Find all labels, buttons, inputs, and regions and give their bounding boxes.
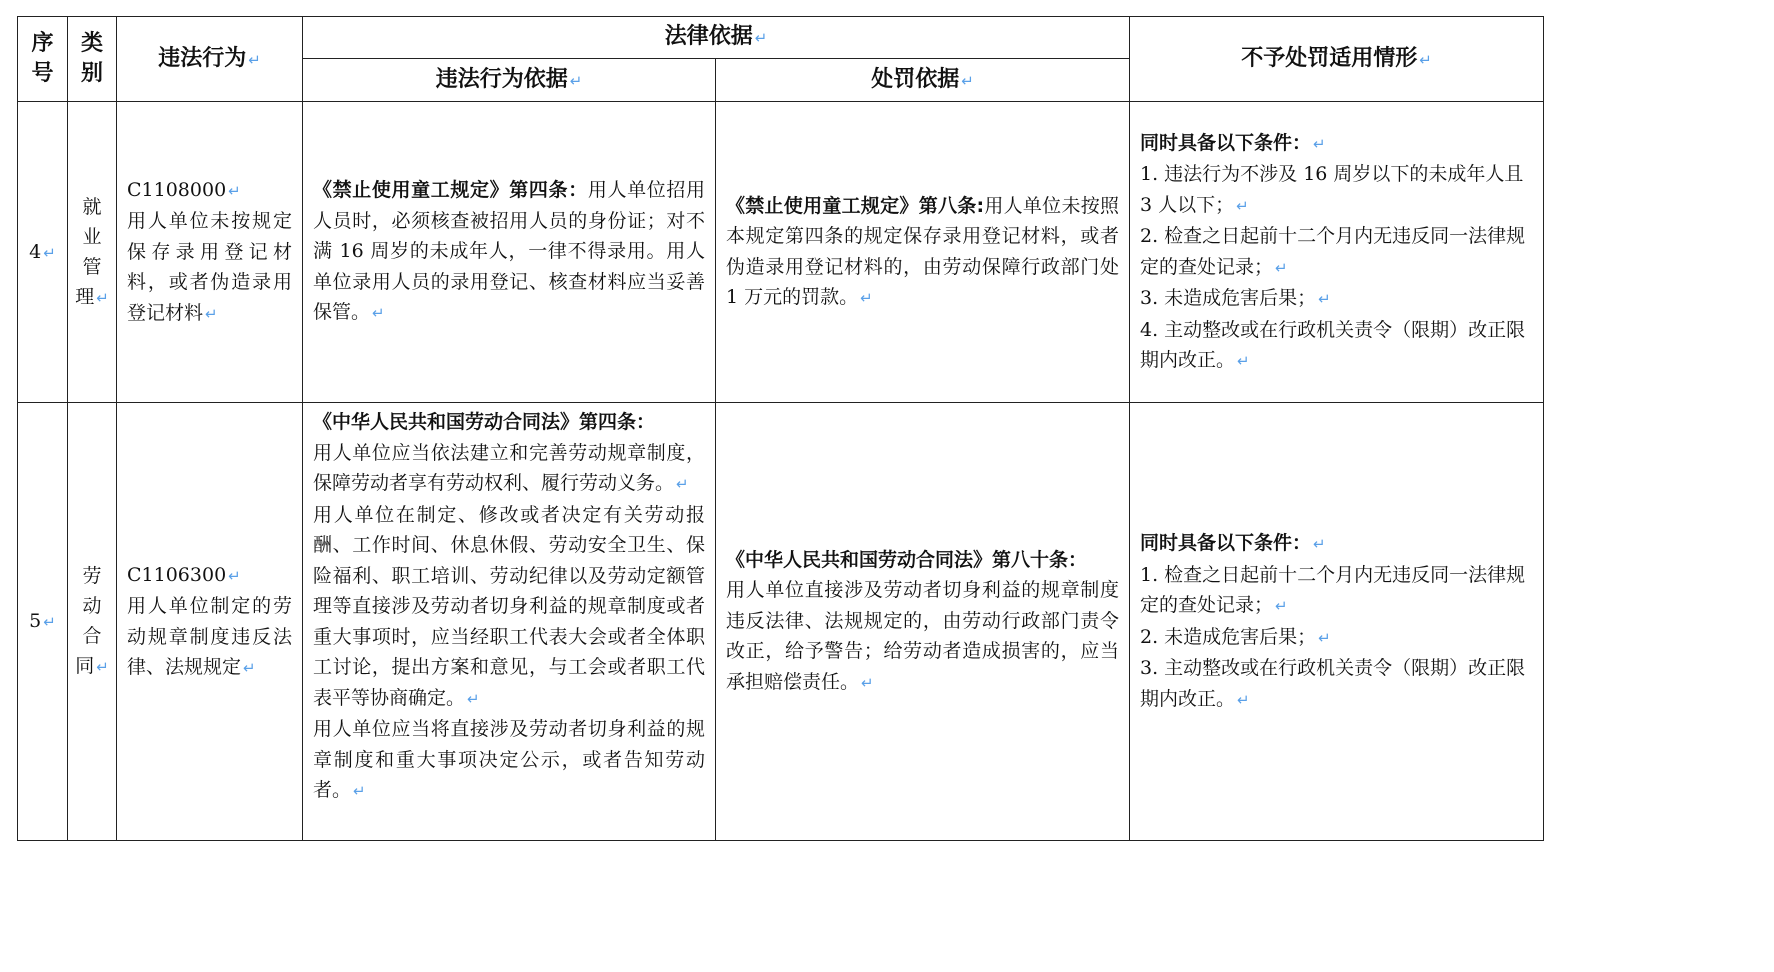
row-violation: [117, 403, 303, 841]
header-category-text: 类别: [80, 31, 103, 86]
header-violation-basis: [303, 59, 716, 102]
row-violation-basis: [303, 102, 716, 403]
violation-code: C1106300 ↵: [127, 563, 241, 586]
return-mark-icon: ↵: [467, 689, 480, 708]
row-seq-text: 5: [29, 610, 42, 632]
row-seq: [18, 102, 68, 403]
row-penalty-basis: [716, 102, 1130, 403]
header-no-penalty-text: 不予处罚适用情形: [1241, 45, 1418, 71]
violation-text: 用人单位未按规定保存录用登记材料，或者伪造录用登记材料: [127, 210, 292, 324]
return-mark-icon: ↵: [228, 566, 241, 585]
no-penalty-item: 3. 未造成危害后果； ↵: [1140, 287, 1331, 309]
header-legal-basis: [303, 17, 1130, 59]
category-char: 理 ↵: [75, 285, 109, 308]
row-violation-basis: [303, 403, 716, 841]
return-mark-icon: ↵: [372, 304, 385, 323]
violation-code: C1108000 ↵: [127, 178, 241, 201]
return-mark-icon: ↵: [1275, 597, 1288, 615]
header-penalty-basis: [716, 59, 1130, 102]
row-violation: [117, 102, 303, 403]
violation-basis-title: 《禁止使用童工规定》第四条：: [313, 179, 588, 202]
row-penalty-basis: [716, 403, 1130, 841]
return-mark-icon: ↵: [569, 71, 583, 90]
no-penalty-item: 1. 违法行为不涉及 16 周岁以下的未成年人且 3 人以下； ↵: [1140, 163, 1524, 216]
table-row: [18, 102, 1544, 403]
category-char: 就: [82, 195, 102, 218]
violation-basis-text: 用人单位招用人员时，必须核查被招用人员的身份证；对不满 16 周岁的未成年人，一律不得录用。用人单位录用人员的录用登记、核查材料应当妥善保管。: [313, 179, 705, 324]
row-category: [68, 102, 117, 403]
penalty-basis-text: 用人单位未按照本规定第四条的规定保存录用登记材料，或者伪造录用登记材料的，由劳动保障行政部门处 1 万元的罚款。: [726, 194, 1119, 308]
violation-basis-paragraph: 用人单位在制定、修改或者决定有关劳动报酬、工作时间、休息休假、劳动安全卫生、保险福利、职工培训、劳动纪律以及劳动定额管理等直接涉及劳动者切身利益的规章制度或者重大事项时，应当经职工代表大会或者全体职工讨论，提出方案和意见，与工会或者职工代表平等协商确定。 ↵: [313, 503, 705, 709]
return-mark-icon: ↵: [205, 304, 218, 323]
return-mark-icon: ↵: [754, 29, 768, 47]
violation-basis-title: 《中华人民共和国劳动合同法》第四条：: [313, 411, 656, 433]
row-seq-text: 4: [29, 240, 42, 263]
return-mark-icon: ↵: [961, 71, 974, 90]
return-mark-icon: ↵: [228, 181, 241, 200]
violation-basis-paragraph: 用人单位应当将直接涉及劳动者切身利益的规章制度和重大事项决定公示，或者告知劳动者。 ↵: [313, 718, 705, 801]
category-char: 动: [82, 595, 102, 617]
header-violation: [117, 17, 303, 102]
category-char: 同 ↵: [75, 655, 109, 677]
table-row: [18, 403, 1544, 841]
return-mark-icon: ↵: [248, 50, 261, 69]
violation-text: 用人单位制定的劳动规章制度违反法律、法规规定: [127, 595, 292, 678]
penalty-basis-title: 《禁止使用童工规定》第八条:: [726, 194, 985, 217]
row-no-penalty: [1130, 403, 1544, 841]
header-seq-text: 序号: [31, 31, 54, 86]
return-mark-icon: ↵: [861, 673, 874, 692]
return-mark-icon: ↵: [96, 658, 109, 676]
return-mark-icon: ↵: [1318, 290, 1331, 308]
return-mark-icon: ↵: [676, 475, 689, 493]
category-char: 管: [82, 255, 102, 278]
header-violation-basis-text: 违法行为依据: [435, 66, 568, 92]
return-mark-icon: ↵: [1237, 352, 1250, 370]
row-no-penalty: [1130, 102, 1544, 403]
return-mark-icon: ↵: [1236, 196, 1249, 215]
no-penalty-title: 同时具备以下条件： ↵: [1140, 532, 1326, 554]
header-seq: [18, 17, 68, 102]
return-mark-icon: ↵: [43, 613, 56, 631]
row-seq: [18, 403, 68, 841]
penalty-basis-title: 《中华人民共和国劳动合同法》第八十条：: [726, 548, 1088, 571]
header-no-penalty: [1130, 17, 1544, 102]
return-mark-icon: ↵: [1237, 690, 1250, 709]
header-legal-basis-text: 法律依据: [664, 24, 753, 49]
return-mark-icon: ↵: [1419, 50, 1432, 69]
category-char: 合: [82, 625, 102, 647]
no-penalty-title: 同时具备以下条件： ↵: [1140, 131, 1326, 154]
category-char: 业: [82, 225, 102, 248]
return-mark-icon: ↵: [96, 288, 109, 307]
category-char: 劳: [82, 565, 102, 587]
header-penalty-basis-text: 处罚依据: [871, 66, 960, 92]
return-mark-icon: ↵: [1318, 628, 1331, 647]
row-category: [68, 403, 117, 841]
no-penalty-item: 3. 主动整改或在行政机关责令（限期）改正限期内改正。 ↵: [1140, 657, 1526, 710]
no-penalty-item: 2. 未造成危害后果； ↵: [1140, 625, 1331, 648]
return-mark-icon: ↵: [43, 243, 56, 262]
header-violation-text: 违法行为: [158, 45, 247, 71]
return-mark-icon: ↵: [353, 782, 366, 800]
return-mark-icon: ↵: [243, 659, 256, 677]
return-mark-icon: ↵: [860, 289, 873, 307]
no-penalty-item: 4. 主动整改或在行政机关责令（限期）改正限期内改正。 ↵: [1140, 318, 1526, 371]
penalty-table: [17, 16, 1544, 841]
violation-basis-paragraph: 用人单位应当依法建立和完善劳动规章制度，保障劳动者享有劳动权利、履行劳动义务。 ↵: [313, 441, 705, 494]
penalty-basis-text: 用人单位直接涉及劳动者切身利益的规章制度违反法律、法规规定的，由劳动行政部门责令改正，给予警告；给劳动者造成损害的，应当承担赔偿责任。: [726, 579, 1119, 693]
no-penalty-item: 1. 检查之日起前十二个月内无违反同一法律规定的查处记录； ↵: [1140, 563, 1526, 616]
no-penalty-item: 2. 检查之日起前十二个月内无违反同一法律规定的查处记录； ↵: [1140, 225, 1526, 278]
return-mark-icon: ↵: [1275, 258, 1288, 277]
header-category: [68, 17, 117, 102]
return-mark-icon: ↵: [1313, 134, 1326, 153]
return-mark-icon: ↵: [1313, 535, 1326, 553]
